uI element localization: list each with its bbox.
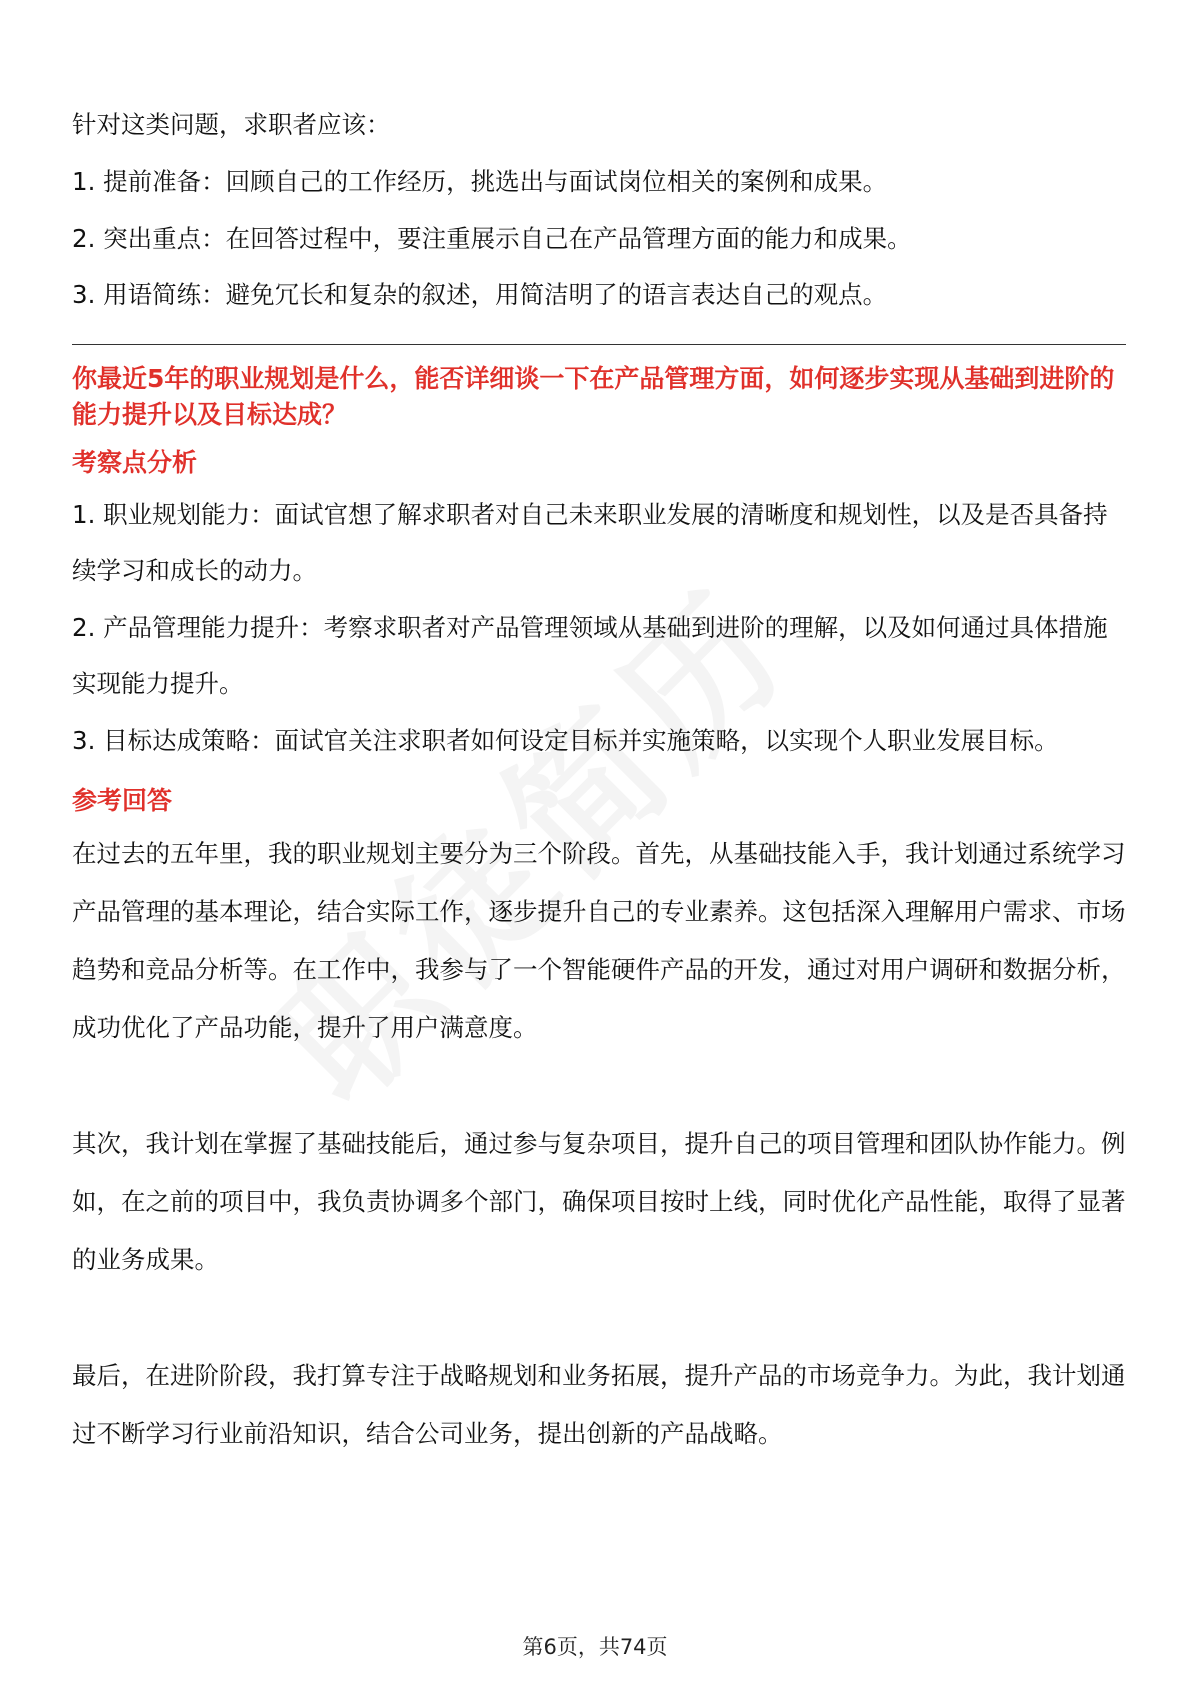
answer-title: 参考回答 (72, 786, 173, 815)
analysis-title: 考察点分析 (72, 447, 198, 477)
tip-item: 2. 突出重点：在回答过程中，要注重展示自己在产品管理方面的能力和成果。 (72, 223, 912, 253)
tip-item: 1. 提前准备：回顾自己的工作经历，挑选出与面试岗位相关的案例和成果。 (72, 167, 888, 196)
analysis-item: 1. 职业规划能力：面试官想了解求职者对自己未来职业发展的清晰度和规划性，以及是否具备持续学习和成长的动力。 (72, 499, 1108, 585)
analysis-item: 2. 产品管理能力提升：考察求职者对产品管理领域从基础到进阶的理解，以及如何通过具体措施实现能力提升。 (72, 612, 1108, 698)
question-heading: 你最近5年的职业规划是什么，能否详细谈一下在产品管理方面，如何逐步实现从基础到进阶的能力提升以及目标达成？ (72, 363, 1115, 429)
tips-list (72, 154, 1126, 324)
page-footer: 第6页，共74页 (522, 1635, 668, 1659)
section-divider (72, 344, 1126, 345)
answer-paragraph: 在过去的五年里，我的职业规划主要分为三个阶段。首先，从基础技能入手，我计划通过系统学习产品管理的基本理论，结合实际工作，逐步提升自己的专业素养。这包括深入理解用户需求、市场趋势和竞品分析等。在工作中，我参与了一个智能硬件产品的开发，通过对用户调研和数据分析，成功优化了产品功能，提升了用户满意度。 (72, 839, 1126, 1042)
analysis-list (72, 487, 1126, 770)
answer-body (72, 825, 1126, 1463)
analysis-item: 3. 目标达成策略：面试官关注求职者如何设定目标并实施策略，以实现个人职业发展目标。 (72, 725, 1059, 755)
answer-paragraph: 最后，在进阶阶段，我打算专注于战略规划和业务拓展，提升产品的市场竞争力。为此，我计划通过不断学习行业前沿知识，结合公司业务，提出创新的产品战略。 (72, 1361, 1126, 1448)
answer-paragraph: 其次，我计划在掌握了基础技能后，通过参与复杂项目，提升自己的项目管理和团队协作能力。例如，在之前的项目中，我负责协调多个部门，确保项目按时上线，同时优化产品性能，取得了显著的业务成果。 (72, 1129, 1126, 1274)
page-content (72, 96, 1126, 1463)
intro-text: 针对这类问题，求职者应该： (72, 110, 391, 139)
tip-item: 3. 用语简练：避免冗长和复杂的叙述，用简洁明了的语言表达自己的观点。 (72, 280, 888, 309)
